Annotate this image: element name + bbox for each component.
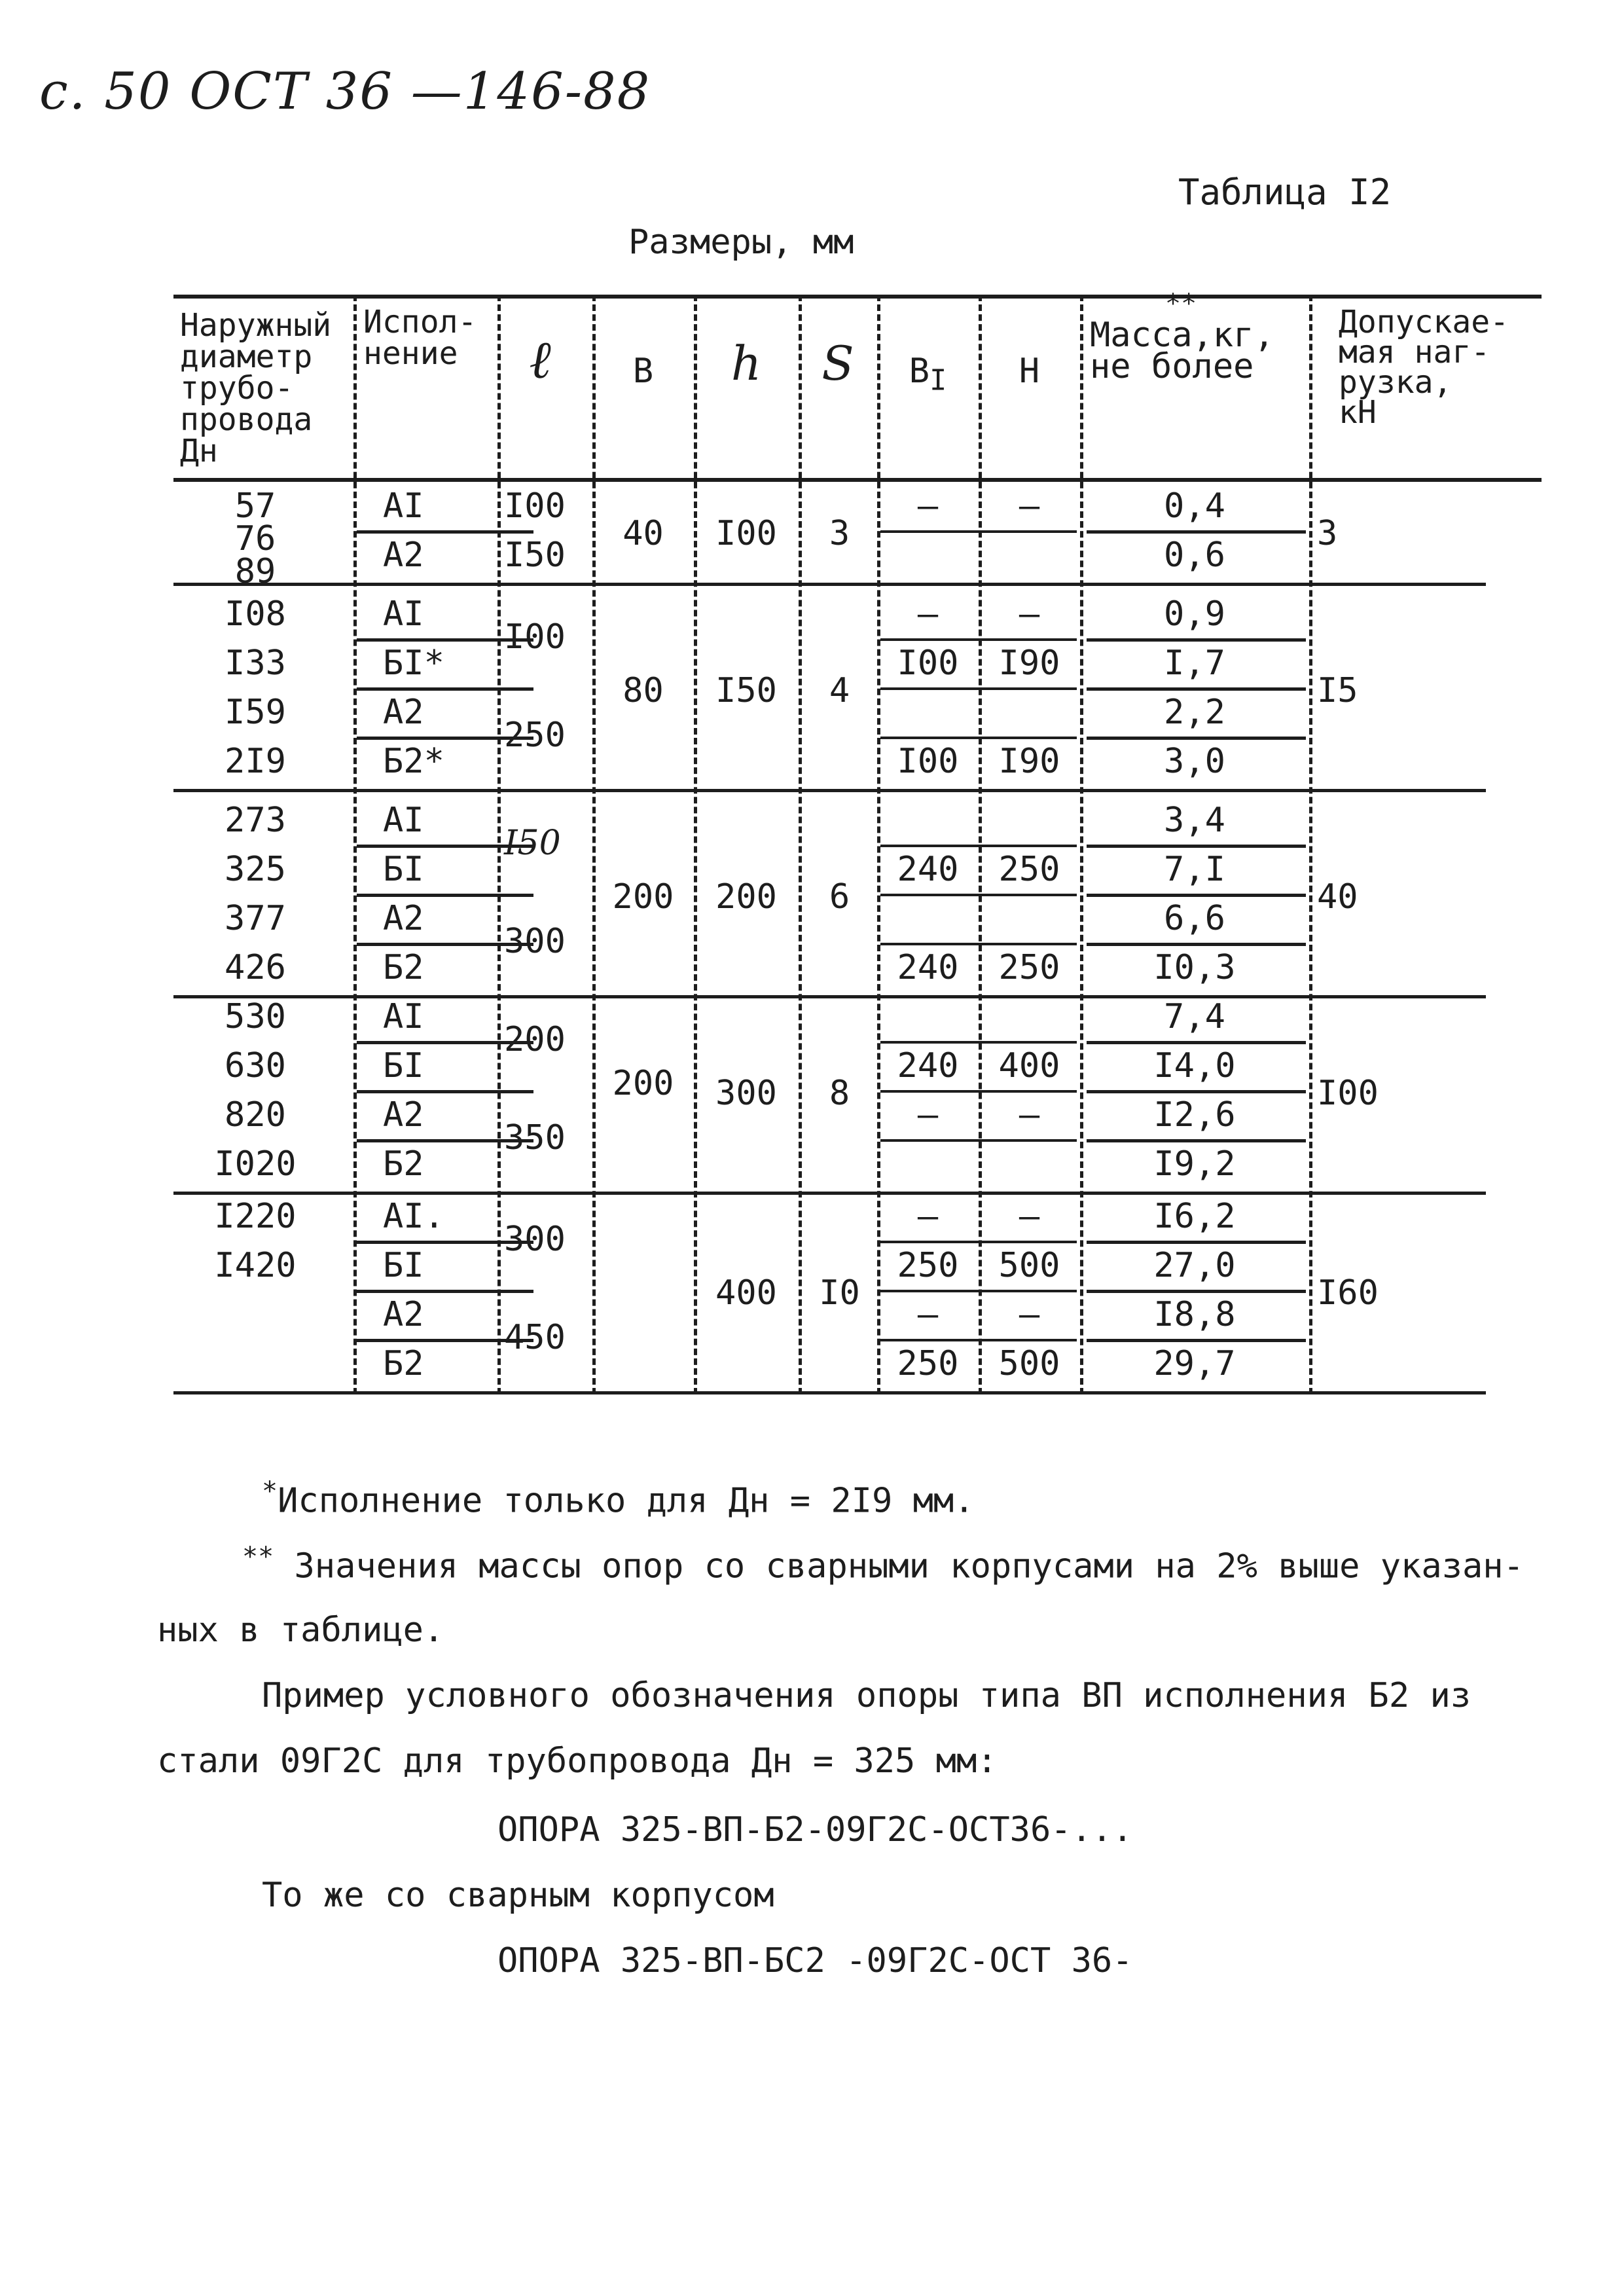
h-value: 400 [715,1273,777,1313]
l-value: 250 [504,716,566,755]
version-value: A2 [383,899,424,938]
b1-underline [880,1139,1077,1142]
header-l: ℓ [529,329,551,390]
mass-value: I9,2 [1153,1144,1236,1184]
b1-underline [880,638,1077,641]
diameter-value: 820 [225,1095,286,1135]
header-diameter-line: трубо- [180,370,294,407]
header-diameter-line: Наружный [180,307,332,344]
mass-value: 6,6 [1164,899,1225,938]
mass-underline [1087,638,1306,642]
designation-2: ОПОРА 325-ВП-БС2 -09Г2С-ОСТ 36- [497,1941,1133,1980]
h-value: 200 [715,877,777,917]
diameter-value: 325 [225,850,286,889]
designation-1: ОПОРА 325-ВП-Б2-09Г2С-ОСТ36-... [497,1810,1133,1850]
version-underline [357,1090,533,1093]
load-value: 40 [1317,877,1358,917]
H-value: I90 [998,742,1060,781]
version-value: A2 [383,536,424,575]
diameter-value: 273 [225,801,286,840]
h-value: I50 [715,671,777,710]
footnote-1 [262,1476,975,1520]
version-value: БI [383,1046,424,1085]
version-value: Б2 [383,1344,424,1383]
b1-underline [880,1290,1077,1292]
b1-underline [880,1090,1077,1093]
mass-underline [1087,1290,1306,1293]
l-value: I50 [504,536,566,575]
header-version-line: нение [363,335,458,372]
h-value: 300 [715,1074,777,1113]
version-value: A2 [383,1295,424,1334]
version-value: AI [383,997,424,1036]
group-rule [173,995,1486,998]
b1-value: 250 [897,1246,959,1285]
h-value: I00 [715,514,777,553]
b1-underline [880,845,1077,847]
footnote-1-mark: * [262,1476,278,1506]
header-h: h [731,336,762,391]
l-value: I00 [504,486,566,526]
header-b1-main: B [909,352,930,391]
H-value: 500 [998,1344,1060,1383]
version-underline [357,894,533,897]
b1-underline [880,894,1077,896]
l-value: 300 [504,1220,566,1259]
b1-underline [880,1339,1077,1341]
b1-value: I00 [897,742,959,781]
b1-value: 240 [897,1046,959,1085]
diameter-value: I33 [225,644,286,683]
mass-value: I2,6 [1153,1095,1236,1135]
mass-value: 0,6 [1164,536,1225,575]
version-underline [357,687,533,691]
mass-value: 29,7 [1153,1344,1236,1383]
footnote-2-line-1 [242,1542,1524,1586]
load-value: 3 [1317,514,1338,553]
l-value: 300 [504,922,566,961]
mass-value: I0,3 [1153,948,1236,987]
H-value: 250 [998,850,1060,889]
mass-underline [1087,894,1306,897]
l-value: 350 [504,1118,566,1157]
footnote-1-text: Исполнение только для Дн = 2I9 мм. [278,1481,975,1521]
column-divider [694,295,697,1394]
H-value: 250 [998,948,1060,987]
b1-value: – [917,1295,939,1334]
version-value: БI [383,1246,424,1285]
header-b1-sub: I [929,364,947,397]
header-version-line: Испол- [363,304,477,340]
diameter-value: I08 [225,594,286,634]
diameter-value: I220 [214,1197,297,1236]
header-b: B [632,352,654,391]
version-value: AI [383,594,424,634]
version-value: AI [383,486,424,526]
H-value: – [1019,594,1040,634]
mass-value: I8,8 [1153,1295,1236,1334]
diameter-value: 530 [225,997,286,1036]
version-value: БI [383,850,424,889]
units-caption: Размеры, мм [628,223,854,262]
H-value: – [1019,486,1040,526]
mass-underline [1087,1041,1306,1044]
diameter-value: 57 [234,486,276,526]
mass-underline [1087,1339,1306,1342]
mass-value: 0,4 [1164,486,1225,526]
b1-value: – [917,1197,939,1236]
footnote-2-mark: ** [242,1542,274,1572]
mass-value: 27,0 [1153,1246,1236,1285]
column-divider [592,295,596,1394]
mass-underline [1087,943,1306,946]
version-value: Б2 [383,948,424,987]
column-divider [799,295,802,1394]
b-value: 80 [623,671,664,710]
mass-value: 7,4 [1164,997,1225,1036]
l-value: I50 [504,824,561,863]
diameter-value: 76 [234,519,276,558]
group-rule [173,1192,1486,1195]
same-with-welded-body: То же со сварным корпусом [262,1876,774,1915]
diameter-value: 426 [225,948,286,987]
diameter-value: I420 [214,1246,297,1285]
mass-underline [1087,1090,1306,1093]
s-value: I0 [819,1273,860,1313]
diameter-value: I020 [214,1144,297,1184]
s-value: 8 [829,1074,850,1113]
mass-value: 0,9 [1164,594,1225,634]
mass-underline [1087,1241,1306,1244]
b1-underline [880,687,1077,690]
mass-value: 3,4 [1164,801,1225,840]
mass-value: 7,I [1164,850,1225,889]
header-diameter-line: провода [180,401,313,438]
footnote-2-text: Значения массы опор со сварными корпусами на 2% выше указан- [294,1546,1524,1586]
version-value: A2 [383,693,424,732]
version-underline [357,530,533,534]
mass-underline [1087,687,1306,691]
b1-underline [880,1041,1077,1044]
column-divider [1080,295,1083,1394]
H-value: 400 [998,1046,1060,1085]
mass-underline [1087,845,1306,848]
header-s: S [821,336,854,391]
l-value: I00 [504,617,566,657]
mass-value: 2,2 [1164,693,1225,732]
l-value: 450 [504,1318,566,1357]
mass-underline [1087,737,1306,740]
diameter-value: I59 [225,693,286,732]
b1-underline [880,737,1077,739]
b1-value: – [917,594,939,634]
mass-value: I4,0 [1153,1046,1236,1085]
load-value: I5 [1317,671,1358,710]
s-value: 3 [829,514,850,553]
version-underline [357,1290,533,1293]
group-rule [173,583,1486,586]
header-diameter-line: диаметр [180,338,313,375]
mass-underline [1087,530,1306,534]
mass-underline [1087,1139,1306,1142]
header-b1 [877,352,979,397]
version-value: A2 [383,1095,424,1135]
b1-underline [880,943,1077,945]
version-value: Б2 [383,1144,424,1184]
b1-value: I00 [897,644,959,683]
H-value: I90 [998,644,1060,683]
example-line-1: Пример условного обозначения опоры типа ВП исполнения Б2 из [262,1676,1471,1715]
header-mass-mark: ** [1165,289,1197,319]
diameter-value: 89 [234,552,276,591]
mass-value: I,7 [1164,644,1225,683]
b-value: 40 [623,514,664,553]
example-line-2: стали 09Г2С для трубопровода Дн = 325 мм: [157,1741,998,1781]
b1-underline [880,530,1077,533]
version-value: AI. [383,1197,444,1236]
page-header-code: с. 50 ОСТ 36 —146-88 [39,62,651,121]
mass-value: I6,2 [1153,1197,1236,1236]
b1-underline [880,1241,1077,1243]
H-value: – [1019,1295,1040,1334]
group-rule [173,1391,1486,1394]
version-value: БI* [383,644,444,683]
b1-value: 250 [897,1344,959,1383]
header-load-line: мая наг- [1339,334,1490,371]
version-value: AI [383,801,424,840]
header-load-line: Допускае- [1339,304,1509,340]
header-load-line: рузка, [1339,364,1453,401]
s-value: 4 [829,671,850,710]
table-number: Таблица I2 [1178,172,1392,213]
column-divider [1309,295,1312,1394]
table-top-rule [173,295,1542,299]
H-value: – [1019,1197,1040,1236]
header-load-line: кН [1339,394,1377,431]
header-H: H [1019,352,1040,391]
version-value: Б2* [383,742,444,781]
diameter-value: 2I9 [225,742,286,781]
b-value-merged: 200 [612,1064,674,1103]
H-value: 500 [998,1246,1060,1285]
load-value: I00 [1317,1074,1379,1113]
footnote-2-line-2: ных в таблице. [157,1611,444,1650]
load-value: I60 [1317,1273,1379,1313]
diameter-value: 630 [225,1046,286,1085]
H-value: – [1019,1095,1040,1135]
mass-value: 3,0 [1164,742,1225,781]
s-value: 6 [829,877,850,917]
group-rule [173,789,1486,792]
diameter-value: 377 [225,899,286,938]
b1-value: 240 [897,850,959,889]
header-mass-line: не более [1090,347,1254,386]
b1-value: 240 [897,948,959,987]
l-value: 200 [504,1020,566,1059]
b1-value: – [917,1095,939,1135]
table-header-rule [173,478,1542,482]
header-mass-line: Масса,кг, [1090,316,1274,355]
b-value: 200 [612,877,674,917]
b1-value: – [917,486,939,526]
header-diameter-line: Дн [180,433,218,469]
